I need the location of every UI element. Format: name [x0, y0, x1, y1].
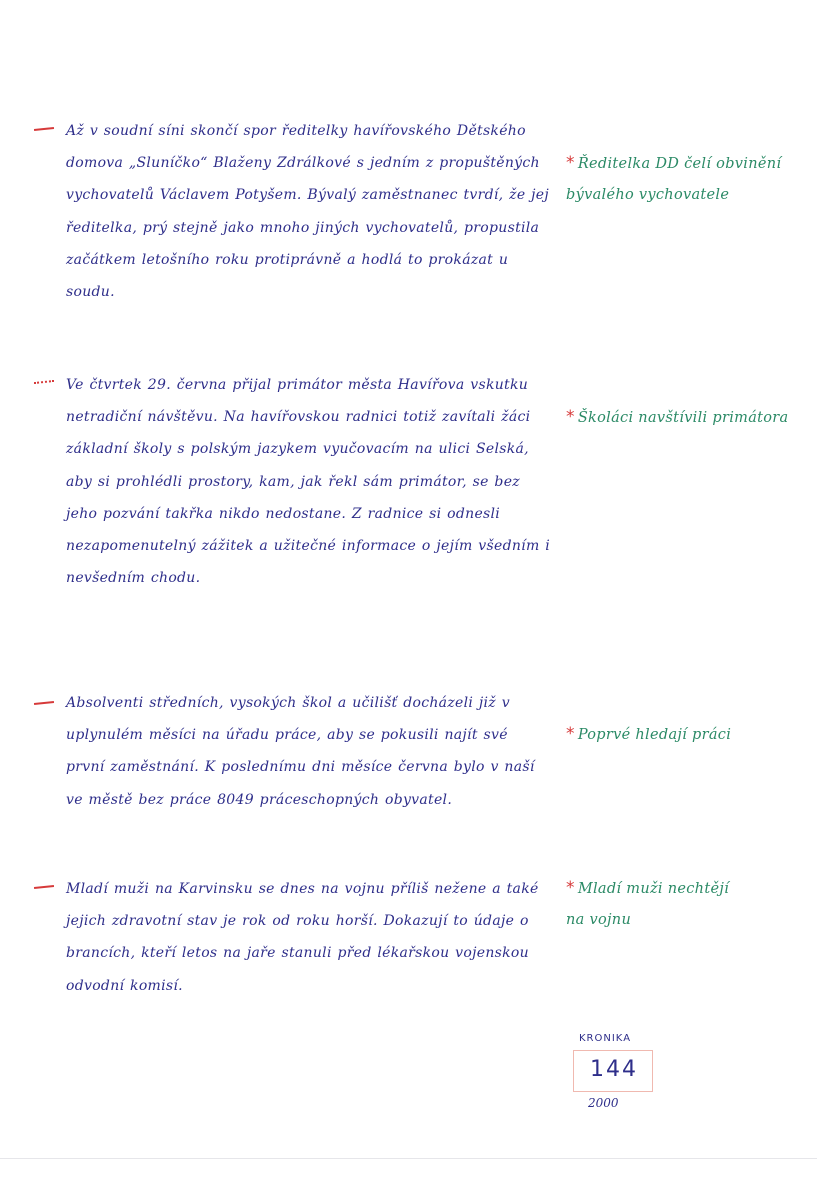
entry-text: Absolventi středních, vysokých škol a učilišť docházeli již v uplynulém měsíci na úřadu práce, aby se pokusili najít své první zaměstnání. K poslednímu dni měsíce června bylo v naší ve městě bez práce 8049 práceschopných obyvatel.: [66, 695, 535, 808]
asterisk-icon: *: [566, 407, 575, 427]
entry-text: Mladí muži na Karvinsku se dnes na vojnu příliš nežene a také jejich zdravotní stav je rok od roku horší. Dokazují to údaje o brancích, kteří letos na jaře stanuli před lékařskou vojenskou odvodní komisí.: [66, 881, 539, 994]
entry-text: Ve čtvrtek 29. června přijal primátor města Havířova vskutku netradiční návštěvu. Na havířovskou radnici totiž zavítali žáci základní školy s polským jazykem vyučovacím na ulici Selská, aby si prohlédli prostory, kam, jak řekl sám primátor, se bez jeho pozvání takřka nikdo nedostane. Z radnice si odnesli nezapomenutelný zážitek a užitečné informace o jejím všedním i nevšedním chodu.: [66, 377, 551, 587]
entry-margin-note: [566, 402, 798, 434]
page-number: 144: [590, 1057, 638, 1082]
entry-dash-marker: [34, 885, 54, 889]
entry-margin-note: [566, 873, 746, 936]
margin-note-text: Školáci navštívili primátora: [577, 410, 789, 426]
margin-note-text: Poprvé hledají práci: [577, 727, 732, 743]
stamp-title: KRONIKA: [579, 1033, 632, 1044]
entry-dash-marker: [34, 380, 54, 384]
page-bottom-divider: [0, 1158, 817, 1159]
page-number-stamp: [573, 1050, 653, 1092]
asterisk-icon: *: [566, 724, 575, 744]
stamp-year: 2000: [588, 1096, 619, 1110]
margin-note-text: Ředitelka DD čelí obvinění bývalého vychovatele: [566, 156, 782, 203]
entry-margin-note: [566, 148, 798, 211]
asterisk-icon: *: [566, 153, 575, 173]
entry-text: Až v soudní síni skončí spor ředitelky havířovského Dětského domova „Sluníčko“ Blaženy Zdrálkové s jedním z propuštěných vychovatelů Václavem Potyšem. Bývalý zaměstnanec tvrdí, že jej ředitelka, prý stejně jako mnoho jiných vychovatelů, propustila začátkem letošního roku protiprávně a hodlá to prokázat u soudu.: [66, 123, 550, 301]
asterisk-icon: *: [566, 878, 575, 898]
entry-dash-marker: [34, 127, 54, 131]
margin-note-text: Mladí muži nechtějí na vojnu: [566, 881, 730, 928]
entry-dash-marker: [34, 701, 54, 705]
entry-margin-note: [566, 719, 736, 751]
